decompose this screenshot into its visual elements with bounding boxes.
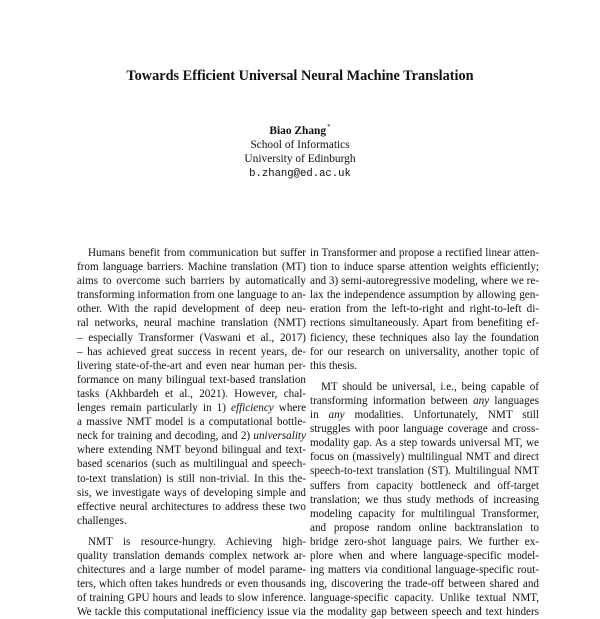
emphasis-efficiency: efficiency [231, 402, 274, 415]
author-affiliation: School of Informatics [250, 139, 350, 152]
text-line: other. With the rapid development of deep neu- [77, 303, 306, 316]
left-column [77, 246, 307, 619]
text-line: quality translation demands complex network ar- [77, 549, 306, 562]
text-line: tasks (Akhbardeh et al., 2021). However, chal- [77, 387, 306, 400]
text-line: challenges. [77, 514, 127, 527]
text-line: transforming information from one language to an- [77, 289, 306, 302]
paragraph-universality [310, 380, 539, 619]
text-line: speech-to-text translation (ST). Multilingual NMT [310, 465, 539, 478]
emphasis-any: any [473, 394, 490, 407]
text-line: for our research on universality, another topic of [310, 345, 539, 358]
text-line: ters, which often takes hundreds or even thousands [77, 578, 306, 591]
text-line: bridge zero-shot language pairs. We further ex- [310, 535, 539, 548]
text-line: from language barriers. Machine translation (MT) [77, 261, 306, 274]
text-line: to-text translation) is still non-trivial. In this the- [77, 472, 306, 485]
text-line: We tackle this computational inefficiency issue via [77, 606, 306, 619]
emphasis-universality: universality [253, 430, 306, 443]
text-line: effective neural architectures to address these two [77, 500, 306, 513]
text-line: where extending NMT beyond bilingual and text- [77, 444, 306, 457]
text-line: this thesis. [310, 359, 358, 372]
text-line: translation; we thus study methods of increasing [310, 493, 539, 506]
text-line: transforming information between any languages [310, 394, 539, 407]
paragraph-efficiency-cont [310, 246, 539, 373]
text-line: based scenarios (such as multilingual and speech- [77, 458, 306, 471]
text-line: ing matters via conditional language-specific rout- [310, 564, 539, 577]
paragraph-intro [77, 246, 306, 528]
text-line: chitectures and a large number of model parame- [77, 564, 306, 577]
text-line: in any modalities. Unfortunately, NMT still [310, 409, 539, 422]
text-line: NMT is resource-hungry. Achieving high- [88, 535, 306, 548]
text-line: formance on many bilingual text-based translation [77, 373, 306, 386]
text-line: tion to induce sparse attention weights efficiently; [310, 261, 539, 274]
text-line: eration from the left-to-right and right-to-left di- [310, 303, 539, 316]
text-line: MT should be universal, i.e., being capable of [321, 380, 539, 393]
text-line: livering state-of-the-art and even near human per- [77, 359, 306, 372]
text-line: modality gap. As a step towards universal MT, we [310, 437, 539, 450]
text-line: and 3) semi-autoregressive modeling, where we re- [310, 275, 539, 288]
text-line: ral networks, neural machine translation (NMT) [77, 317, 306, 330]
text-line: the modality gap between speech and text hinders [310, 606, 539, 619]
footnote-mark: * [327, 123, 331, 131]
text-line: focus on (massively) multilingual NMT and direct [310, 451, 539, 464]
text-line: modeling capacity for multilingual Transformer, [310, 507, 539, 520]
text-line: sis, we investigate ways of developing simple and [77, 486, 306, 499]
text-line: in Transformer and propose a rectified linear atten- [310, 247, 539, 259]
text-line: lax the independence assumption by allowing gen- [310, 289, 539, 302]
author-name: Biao Zhang* [269, 123, 331, 137]
text-line: rections simultaneously. Apart from benefiting ef- [310, 317, 539, 330]
text-line: – especially Transformer (Vaswani et al., 2017) [77, 331, 306, 344]
author-email: b.zhang@ed.ac.uk [249, 167, 351, 180]
text-line: neck for training and decoding, and 2) universality [77, 430, 306, 443]
paper-title: Towards Efficient Universal Neural Machine Translation [126, 68, 474, 84]
text-line: suffers from capacity bottleneck and off-target [310, 479, 539, 492]
text-line: – has achieved great success in recent years, de- [77, 345, 306, 358]
paragraph-resource [77, 535, 306, 619]
text-line: ing, discovering the trade-off between shared and [310, 578, 539, 591]
text-line: of training GPU hours and leads to slow inference. [77, 592, 306, 605]
emphasis-any: any [328, 409, 345, 422]
author-institution: University of Edinburgh [244, 153, 356, 166]
text-line: Humans benefit from communication but suffer [88, 247, 306, 259]
text-line: and propose random online backtranslation to [310, 521, 539, 534]
text-line: plore when and where language-specific model- [310, 549, 539, 562]
right-column [310, 246, 539, 619]
text-line: lenges remain particularly in 1) efficiency where [77, 402, 307, 415]
text-line: ficiency, these techniques also lay the foundation [310, 331, 539, 344]
text-line: a massive NMT model is a computational bottle- [77, 416, 306, 429]
text-line: struggles with poor language coverage and cross- [310, 423, 539, 436]
text-line: language-specific capacity. Unlike textual NMT, [310, 592, 539, 605]
author-block [0, 120, 600, 181]
text-line: aims to overcome such barriers by automatically [77, 275, 306, 288]
